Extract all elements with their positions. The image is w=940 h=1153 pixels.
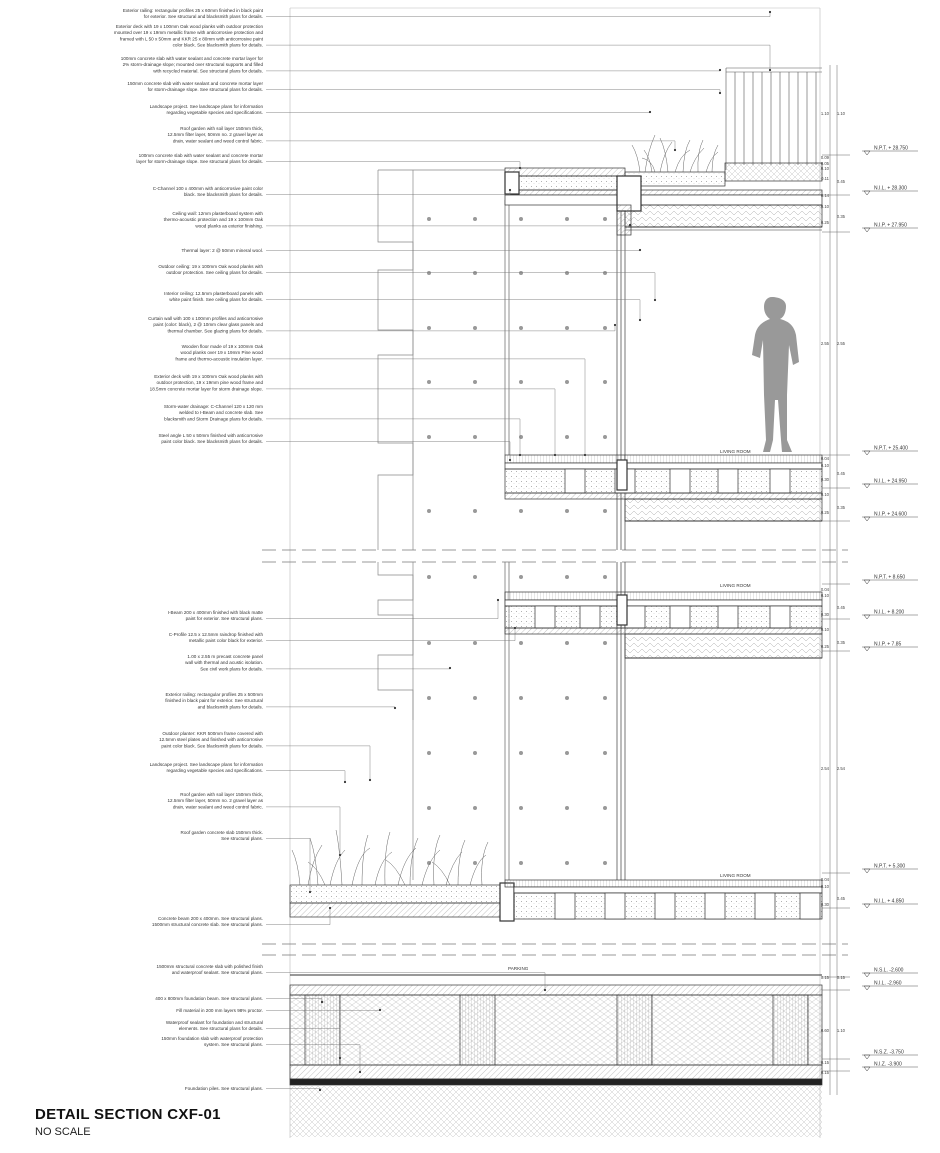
leader-line: [266, 807, 340, 855]
leader-dot: [497, 599, 499, 601]
dimension-label: 0.10: [820, 204, 829, 209]
annotation-note-line: layer for storm-drainage slope. See structural plans for details.: [136, 159, 263, 165]
leader-dot: [509, 189, 511, 191]
level-marker: [862, 1062, 918, 1072]
leader-dot: [649, 111, 651, 113]
leader-dot: [519, 167, 521, 169]
annotation-note-line: Landscape project. See landscape plans for information: [149, 762, 263, 767]
floor-slab-middle: [505, 592, 822, 658]
annotation-note-line: Waterproof sealant for foundation and structural: [165, 1020, 263, 1025]
dimension-label: 0.35: [836, 505, 845, 510]
dimension-label: 0.35: [836, 214, 845, 219]
level-label: N.P.T. + 25.400: [874, 445, 908, 452]
annotation-note: [114, 24, 264, 48]
roof-plants-top: [632, 135, 718, 172]
leader-dot: [449, 667, 451, 669]
dimension-label: 0.25: [820, 644, 829, 649]
annotation-note-line: Outdoor planter: KKR 500mm frame covered with: [162, 731, 263, 736]
dimension-label: 0.10: [820, 884, 829, 889]
annotation-note-line: thermo-acoustic protection and 19 x 100mm Oak: [163, 217, 263, 223]
annotation-note-line: wall with thermal and acustic isolation.: [185, 660, 263, 666]
dimension-label: 0.04: [820, 877, 829, 882]
annotation-note: [166, 1020, 263, 1031]
level-triangle-icon: [864, 451, 870, 455]
leader-dot: [509, 459, 511, 461]
annotation-note-line: Steel angle L 50 x 50mm finished with anticorrosive: [158, 433, 263, 438]
dimension-label: 0.35: [836, 640, 845, 645]
level-marker: [862, 479, 918, 489]
leader-line: [266, 141, 675, 150]
dimension-label: 0.30: [820, 902, 829, 907]
roof-slab: [505, 163, 822, 235]
level-triangle-icon: [864, 517, 870, 521]
leader-dot: [321, 1001, 323, 1003]
level-label: N.I.P. + 24.600: [874, 511, 907, 518]
leader-line: [266, 250, 640, 251]
annotation-note: [158, 264, 263, 275]
annotation-note-line: regarding vegetable species and specifications.: [166, 768, 263, 774]
annotation-note: [153, 186, 264, 197]
leader-line: [266, 300, 640, 320]
annotation-note-line: Interior ceiling: 12.5mm plasterboard panels with: [164, 291, 263, 296]
leader-line: [266, 668, 450, 669]
dimension-label: 0.15: [820, 1070, 829, 1075]
annotation-note: [169, 632, 264, 643]
level-label: N.S.Z. -3.750: [874, 1049, 904, 1056]
annotation-note-line: Concrete beam 200 x 400mm. See structural plans.: [158, 916, 263, 921]
annotation-note: [152, 916, 263, 927]
dimension-label: 0.10: [820, 593, 829, 598]
room-label-parking: PARKING: [508, 966, 529, 971]
leader-dot: [344, 781, 346, 783]
leader-dot: [614, 324, 616, 326]
annotation-note-line: Roof garden concrete slab 150mm thick.: [180, 830, 263, 835]
annotation-note-line: paint for exterior. See structural plans.: [185, 616, 263, 622]
level-marker: [862, 981, 918, 991]
leader-dot: [514, 627, 516, 629]
leader-dot: [639, 249, 641, 251]
drawing-title: DETAIL SECTION CXF-01: [35, 1106, 221, 1123]
leader-line: [266, 45, 770, 70]
dimension-label: 0.10: [820, 627, 829, 632]
dimension-label: 0.25: [820, 510, 829, 515]
annotation-note-line: 1.00 x 2.55 m precast concrete panel: [187, 654, 263, 659]
level-label: N.I.L. -2.960: [874, 980, 902, 987]
annotation-note-line: paint color black. See blacksmith plans for details.: [161, 439, 263, 445]
annotation-notes: [114, 8, 264, 1091]
dimension-label: 1.10: [820, 111, 829, 116]
leader-dot: [674, 149, 676, 151]
level-marker: [862, 642, 918, 652]
annotation-note-line: Exterior deck with 19 x 100mm Oak wood planks with: [154, 374, 263, 379]
dimension-labels: [821, 111, 846, 1075]
level-triangle-icon: [864, 191, 870, 195]
annotation-note: [168, 610, 264, 621]
leader-dot: [769, 69, 771, 71]
level-label: N.I.P. + 7.85: [874, 641, 902, 648]
annotation-note-line: Wooden floor made of 19 x 100mm Oak: [181, 344, 263, 349]
level-triangle-icon: [864, 151, 870, 155]
leader-line: [266, 746, 370, 780]
dimension-label: 0.60: [820, 1028, 829, 1033]
annotation-note-line: with recycled material. See structural plans for details.: [153, 68, 263, 74]
annotation-note-line: metallic paint color black for exterior.: [188, 638, 263, 644]
drawing-scale: NO SCALE: [35, 1126, 91, 1138]
level-marker: [862, 146, 918, 156]
leader-line: [266, 419, 520, 455]
leader-line: [266, 359, 585, 455]
leader-line: [266, 325, 615, 331]
dimension-label: 0.45: [836, 896, 845, 901]
leader-line: [266, 442, 510, 460]
level-triangle-icon: [864, 973, 870, 977]
floor-slab-lower: [290, 880, 822, 921]
annotation-note-line: Fill material in 200 mm layers 98% proctor.: [176, 1008, 263, 1013]
annotation-note-line: thermal chamber. See glazing plans for details.: [167, 328, 263, 334]
annotation-note-line: wood planks over 19 x 19mm Pine wood: [180, 350, 263, 356]
annotation-note: [185, 654, 263, 671]
annotation-note: [176, 1008, 263, 1013]
annotation-note-line: 1500mm structural concrete slab with polished finish: [156, 964, 263, 969]
leader-dot: [544, 989, 546, 991]
leader-line: [266, 190, 510, 195]
annotation-note-line: Curtain wall with 100 x 100mm profiles and anticorrosive: [148, 316, 263, 321]
dimension-label: 0.11: [821, 176, 829, 181]
leader-dot: [584, 454, 586, 456]
level-triangle-icon: [864, 228, 870, 232]
dimension-label: 1.10: [836, 111, 845, 116]
annotation-note-line: Storm-water drainage: C-Channel 120 x 120 mm: [163, 404, 263, 409]
annotation-note-line: Foundation piles. See structural plans.: [184, 1086, 263, 1091]
dimension-label: 0.30: [820, 477, 829, 482]
dimension-label: 0.15: [820, 975, 829, 980]
dimension-label: 0.15: [836, 975, 845, 980]
leader-line: [266, 273, 655, 300]
level-triangle-icon: [864, 647, 870, 651]
annotation-note-line: Landscape project. See landscape plans for information: [149, 104, 263, 109]
annotation-note-line: blacksmith and Storm Drainage plans for details.: [164, 416, 263, 422]
annotation-note-line: 12.5mm steel plates and finished with anticorrosive: [159, 737, 263, 743]
leader-dot: [554, 454, 556, 456]
annotation-note: [150, 104, 264, 115]
level-triangle-icon: [864, 1055, 870, 1059]
annotation-note-line: 100mm concrete slab with water sealant and concrete mortar: [138, 153, 263, 158]
level-triangle-icon: [864, 986, 870, 990]
annotation-note-line: C-Profile 12.5 x 12.5mm raindrop finished with: [168, 632, 263, 637]
level-label: N.I.L. + 24.950: [874, 478, 907, 485]
leader-dot: [769, 11, 771, 13]
level-triangle-icon: [864, 484, 870, 488]
dimension-label: 0.10: [820, 166, 829, 171]
leader-line: [266, 225, 630, 226]
leader-dot: [629, 224, 631, 226]
level-marker: [862, 223, 918, 233]
level-label: N.P.T. + 5.300: [874, 863, 906, 870]
level-marker: [862, 1050, 918, 1060]
annotation-note-line: Roof garden with soil layer 150mm thick,: [180, 126, 263, 131]
annotation-note-line: 12.5mm filter layer, 50mm no. 2 gravel layer as: [167, 798, 263, 804]
leader-line: [266, 162, 520, 168]
annotation-note: [164, 211, 264, 228]
annotation-note-line: Roof garden with soil layer 150mm thick,: [180, 792, 263, 797]
annotation-note-line: 100mm concrete slab with water sealant and concrete mortar layer for: [120, 56, 263, 61]
leader-dot: [719, 92, 721, 94]
leader-dot: [639, 319, 641, 321]
annotation-note-line: and waterproof sealant. See structural plans.: [171, 970, 263, 976]
level-triangle-icon: [864, 615, 870, 619]
annotation-note-line: system. See structural plans.: [204, 1042, 263, 1048]
leader-line: [266, 70, 720, 71]
level-label: N.S.L. -2.600: [874, 967, 904, 974]
floor-slab-upper: [505, 455, 822, 521]
annotation-note-line: 18.5mm concrete mortar layer for storm drainage slope.: [149, 386, 263, 392]
annotation-note-line: framed with L 50 x 50mm and KKR 25 x 80mm with anticorrosive paint: [119, 36, 263, 42]
foundation: [290, 975, 822, 1137]
annotation-note: [123, 8, 264, 19]
level-marker: [862, 899, 918, 909]
level-label: N.I.L. + 28.300: [874, 185, 907, 192]
leader-dot: [394, 707, 396, 709]
annotation-note: [168, 126, 264, 143]
human-figure: [752, 297, 799, 452]
annotation-note-line: wood planks as exterior finishing.: [195, 223, 263, 229]
annotation-note: [150, 374, 264, 391]
dimension-label: 0.25: [820, 220, 829, 225]
dimension-label: 0.45: [836, 605, 845, 610]
annotation-note-line: for exterior. See structural and blacksmith plans for details.: [143, 14, 263, 20]
annotation-note-line: 150mm concrete slab with water sealant and concrete mortar layer: [127, 81, 263, 86]
annotation-note: [136, 153, 263, 164]
leader-line: [266, 112, 650, 113]
annotation-note-line: drain, water sealant and weed control fabric.: [172, 138, 263, 144]
annotation-note-line: elements. See structural plans for details.: [178, 1026, 263, 1032]
dimension-label: 2.55: [836, 341, 845, 346]
annotation-note-line: 2% storm-drainage slope; mounted over structural supports and filled: [122, 62, 263, 68]
annotation-note-line: 150mm foundation slab with waterproof protection: [161, 1036, 263, 1041]
annotation-note-line: regarding vegetable species and specifications.: [166, 110, 263, 116]
annotation-note: [165, 692, 263, 709]
annotation-note: [127, 81, 263, 92]
leader-line: [266, 628, 515, 641]
leader-dot: [309, 891, 311, 893]
annotation-note: [121, 56, 264, 73]
leader-line: [266, 600, 498, 619]
roof-plants-lower: [292, 830, 488, 885]
annotation-note-line: drain, water sealant and weed control fabric.: [172, 804, 263, 810]
annotation-note-line: Ceiling wall: 12mm plasterboard system with: [172, 211, 263, 216]
dimension-label: 0.15: [820, 1060, 829, 1065]
level-marker: [862, 575, 918, 585]
level-marker: [862, 512, 918, 522]
annotation-note-line: Exterior railing: rectangular profiles 25 x 60mm finished in black paint: [122, 8, 263, 13]
dimension-label: 0.04: [820, 587, 829, 592]
annotation-note-line: paint (color: black), 2 @ 10mm clear glass panels and: [153, 322, 263, 328]
annotation-note-line: 400 x 800mm foundation beam. See structural plans.: [155, 996, 263, 1001]
level-marker: [862, 186, 918, 196]
leader-dot: [654, 299, 656, 301]
annotation-note-line: 12.5mm filter layer, 50mm no. 2 gravel layer as: [167, 132, 263, 138]
level-triangle-icon: [864, 869, 870, 873]
annotation-note-line: color black. See blacksmith plans for details.: [172, 42, 263, 48]
dimension-label: 0.10: [820, 492, 829, 497]
room-label-living-1: LIVING ROOM: [720, 449, 751, 454]
leader-dot: [339, 854, 341, 856]
annotation-note-line: finished in black paint for exterior. See structural: [165, 698, 263, 704]
leader-line: [266, 90, 720, 93]
annotation-note: [150, 762, 264, 773]
dimension-label: 0.30: [820, 612, 829, 617]
annotation-note-line: Thermal layer: 2 @ 50mm mineral wool.: [181, 248, 263, 253]
level-label: N.P.T. + 28.750: [874, 145, 908, 152]
annotation-note-line: C-Channel 100 x 400mm with anticorrosive paint color: [152, 186, 263, 191]
leader-dot: [339, 1057, 341, 1059]
annotation-note: [175, 344, 263, 361]
dimension-label: 0.45: [836, 179, 845, 184]
dimension-label: 0.10: [820, 463, 829, 468]
annotation-note: [168, 792, 264, 809]
level-marker: [862, 610, 918, 620]
annotation-note: [181, 830, 263, 841]
annotation-note: [164, 404, 264, 421]
annotation-note: [157, 964, 264, 975]
annotation-note-line: white paint finish. See ceiling plans for details.: [169, 297, 263, 303]
level-label: N.I.L. + 4.850: [874, 898, 905, 905]
annotation-note-line: outdoor protection. See ceiling plans for details.: [166, 270, 263, 276]
leader-line: [266, 389, 555, 455]
dimension-label: 0.45: [836, 471, 845, 476]
annotation-note-line: outdoor protection, 19 x 19mm pine wood frame and: [156, 380, 263, 386]
annotation-note: [155, 996, 263, 1001]
precast-wall: [378, 170, 505, 880]
level-markers: [862, 146, 918, 1072]
annotation-note: [159, 731, 263, 748]
annotation-note: [164, 291, 263, 302]
leader-dot: [369, 779, 371, 781]
room-label-living-3: LIVING ROOM: [720, 873, 751, 878]
leader-line: [266, 839, 310, 892]
dimension-label: 0.09: [820, 155, 829, 160]
annotation-note-line: Exterior railing: rectangular profiles 25 x 500mm: [165, 692, 263, 697]
leader-dot: [319, 1089, 321, 1091]
dimension-label: 0.04: [820, 456, 829, 461]
dimension-label: 2.54: [820, 766, 829, 771]
annotation-note: [185, 1086, 263, 1091]
annotation-note-line: frame and thermo-acoustic insulation layer.: [175, 356, 263, 362]
annotation-note-line: Outdoor ceiling: 19 x 100mm Oak wood planks with: [158, 264, 263, 269]
level-triangle-icon: [864, 580, 870, 584]
leader-dot: [719, 69, 721, 71]
annotation-note: [181, 248, 263, 253]
leader-line: [266, 771, 345, 782]
leader-dot: [329, 907, 331, 909]
dimension-label: 1.10: [836, 1028, 845, 1033]
annotation-note-line: paint color black. See blacksmith plans for details.: [161, 743, 263, 749]
dimension-label: 2.55: [820, 341, 829, 346]
room-label-living-2: LIVING ROOM: [720, 583, 751, 588]
annotation-note: [158, 433, 263, 444]
dimension-label: 2.54: [836, 766, 845, 771]
annotation-note: [161, 1036, 263, 1047]
level-marker: [862, 864, 918, 874]
leader-line: [266, 707, 395, 708]
annotation-note-line: black. See blacksmith plans for details.: [183, 192, 263, 198]
annotation-note-line: welded to I-Beam and concrete slab. See: [178, 410, 263, 416]
annotation-note-line: mounted over 19 x 19mm metallic frame with anticorrosive protection and: [113, 30, 263, 36]
annotation-note-line: See civil work plans for details.: [200, 666, 263, 672]
dimension-label: 0.14: [820, 193, 829, 198]
level-label: N.I.Z. -3.900: [874, 1061, 902, 1068]
annotation-note-line: and blacksmith plans for details.: [197, 704, 263, 710]
annotation-note-line: Exterior deck with 19 x 100mm Oak wood planks with outdoor protection: [115, 24, 263, 29]
annotation-note-line: for storm-drainage slope. See structural plans for details.: [147, 87, 263, 93]
level-label: N.I.L. + 8.200: [874, 609, 905, 616]
annotation-note: [148, 316, 263, 333]
annotation-note-line: I-Beam 200 x 400mm finished with black matte: [167, 610, 263, 615]
leader-dot: [519, 454, 521, 456]
dimension-label: 0.05: [820, 161, 829, 166]
level-triangle-icon: [864, 904, 870, 908]
roof-railing: [726, 68, 822, 170]
level-triangle-icon: [864, 1067, 870, 1071]
curtain-wall: [505, 190, 625, 880]
annotation-note-line: See structural plans.: [221, 836, 263, 842]
leader-dot: [379, 1009, 381, 1011]
level-label: N.I.P. + 27.950: [874, 222, 907, 229]
level-marker: [862, 968, 918, 978]
level-label: N.P.T. + 8.650: [874, 574, 906, 581]
annotation-note-line: 1500mm structural concrete slab. See structural plans.: [151, 922, 263, 928]
wall-anchor-dots: [427, 217, 607, 865]
level-marker: [862, 446, 918, 456]
leader-dot: [359, 1071, 361, 1073]
leader-line: [266, 12, 770, 17]
